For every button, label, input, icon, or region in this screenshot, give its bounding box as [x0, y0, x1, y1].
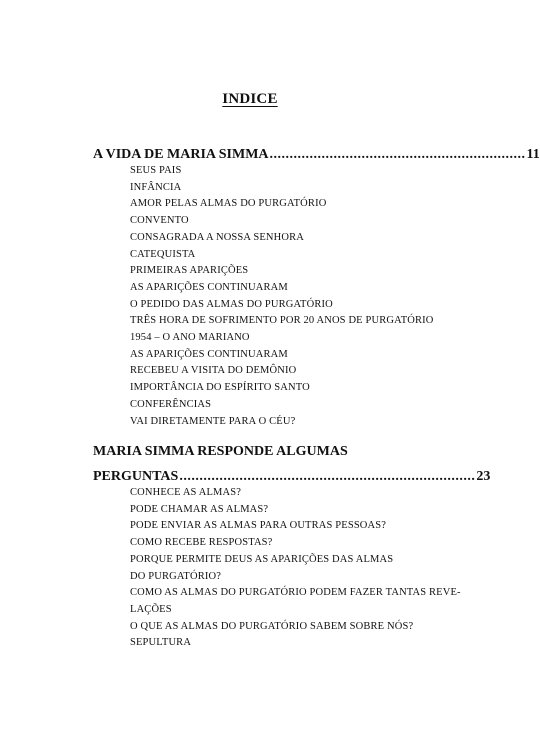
toc-entry[interactable]: PORQUE PERMITE DEUS AS APARIÇÕES DAS ALMAS: [130, 553, 394, 565]
dot-leader: ..........................................................................: [179, 469, 476, 484]
toc-entry[interactable]: SEUS PAIS: [130, 165, 182, 176]
toc-entry[interactable]: AMOR PELAS ALMAS DO PURGATÓRIO: [130, 198, 327, 210]
toc-entry[interactable]: AS APARIÇÕES CONTINUARAM: [130, 281, 288, 293]
toc-entry[interactable]: VAI DIRETAMENTE PARA O CÉU?: [130, 415, 296, 427]
toc-entry[interactable]: CATEQUISTA: [130, 248, 196, 260]
page-number: 11: [526, 147, 540, 162]
toc-entry[interactable]: RECEBEU A VISITA DO DEMÔNIO: [130, 365, 297, 377]
section-heading-vida[interactable]: [93, 147, 540, 163]
toc-entry[interactable]: IMPORTÂNCIA DO ESPÍRITO SANTO: [130, 382, 310, 394]
toc-entry[interactable]: CONSAGRADA A NOSSA SENHORA: [130, 231, 304, 243]
section-title: MARIA SIMMA RESPONDE ALGUMAS: [93, 444, 348, 459]
section-heading-perguntas-line2[interactable]: [93, 469, 491, 485]
toc-entry[interactable]: TRÊS HORA DE SOFRIMENTO POR 20 ANOS DE PURGATÓRIO: [130, 315, 434, 327]
section-title: A VIDA DE MARIA SIMMA: [93, 147, 269, 162]
section-entries-vida: [130, 163, 434, 430]
toc-entry[interactable]: AS APARIÇÕES CONTINUARAM: [130, 348, 288, 360]
dot-leader: ................................................................: [269, 147, 526, 162]
page-number: 23: [476, 469, 491, 484]
toc-entry[interactable]: O QUE AS ALMAS DO PURGATÓRIO SABEM SOBRE NÓS?: [130, 620, 414, 632]
toc-entry[interactable]: SEPULTURA: [130, 637, 192, 649]
toc-entry[interactable]: PODE ENVIAR AS ALMAS PARA OUTRAS PESSOAS?: [130, 520, 387, 532]
toc-entry[interactable]: COMO RECEBE RESPOSTAS?: [130, 537, 273, 549]
toc-entry[interactable]: LAÇÕES: [130, 603, 172, 615]
toc-entry[interactable]: 1954 – O ANO MARIANO: [130, 332, 250, 344]
section-title-continued: PERGUNTAS: [93, 469, 179, 484]
toc-entry[interactable]: INFÂNCIA: [130, 181, 182, 193]
toc-entry[interactable]: PODE CHAMAR AS ALMAS?: [130, 503, 269, 515]
toc-entry[interactable]: CONVENTO: [130, 215, 189, 227]
toc-entry[interactable]: PRIMEIRAS APARIÇÕES: [130, 265, 249, 277]
section-entries-perguntas: [130, 485, 461, 652]
toc-entry[interactable]: COMO AS ALMAS DO PURGATÓRIO PODEM FAZER TANTAS REVE-: [130, 587, 461, 599]
toc-entry[interactable]: CONFERÊNCIAS: [130, 398, 212, 410]
toc-entry[interactable]: CONHECE AS ALMAS?: [130, 487, 242, 498]
section-heading-perguntas-line1[interactable]: [93, 444, 451, 460]
page-title: INDICE: [222, 91, 278, 107]
toc-entry[interactable]: DO PURGATÓRIO?: [130, 570, 222, 582]
toc-entry[interactable]: O PEDIDO DAS ALMAS DO PURGATÓRIO: [130, 298, 333, 310]
